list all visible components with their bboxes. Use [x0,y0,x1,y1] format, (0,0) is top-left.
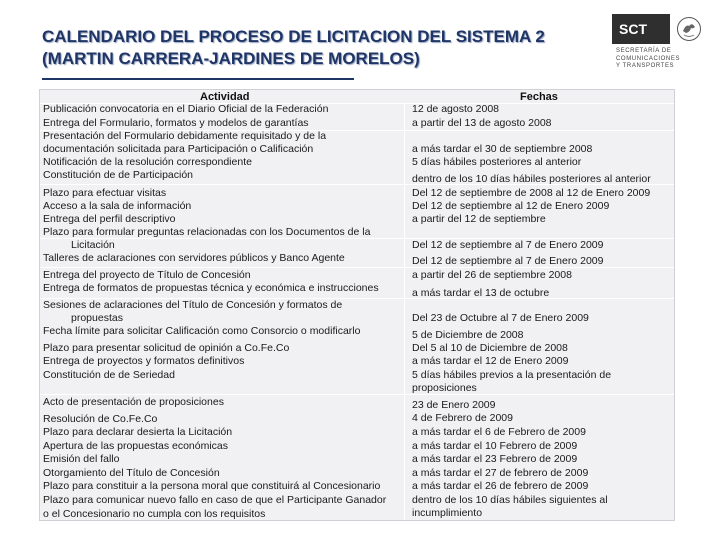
fecha-item: Del 12 de septiembre al 7 de Enero 2009 [412,239,604,251]
actividad-item: Notificación de la resolución correspondiente [43,156,252,168]
header-actividad: Actividad [200,91,250,103]
actividad-item: Plazo para efectuar visitas [43,187,167,199]
fecha-item: proposiciones [412,382,477,394]
fecha-item: a más tardar el 6 de Febrero de 2009 [412,426,586,438]
fecha-item: Del 23 de Octubre al 7 de Enero 2009 [412,312,589,324]
actividad-item: Plazo para constituir a la persona moral que constituirá al Concesionario [43,480,381,492]
fecha-item: a más tardar el 10 Febrero de 2009 [412,440,578,452]
sct-logo-box: SCT [612,14,670,44]
actividad-item: Acto de presentación de proposiciones [43,396,224,408]
actividad-item: Presentación del Formulario debidamente requisitado y de la [43,130,327,142]
mexican-eagle-seal-icon [676,16,702,42]
actividad-item: Sesiones de aclaraciones del Título de Concesión y formatos de [43,299,343,311]
actividad-item: Otorgamiento del Título de Concesión [43,467,220,479]
actividad-item: propuestas [71,312,123,324]
title-line-1: CALENDARIO DEL PROCESO DE LICITACION DEL SISTEMA 2 [42,27,545,46]
actividad-item: documentación solicitada para Participación o Calificación [43,143,314,155]
header-fechas: Fechas [520,91,558,103]
fecha-item: 5 de Diciembre de 2008 [412,329,524,341]
row-divider [40,394,674,395]
actividad-item: Emisión del fallo [43,453,120,465]
fecha-item: 23 de Enero 2009 [412,399,496,411]
actividad-item: Plazo para comunicar nuevo fallo en caso de que el Participante Ganador [43,494,387,506]
actividad-item: Acceso a la sala de información [43,200,192,212]
fecha-item: Del 12 de septiembre al 12 de Enero 2009 [412,200,610,212]
fecha-item: a más tardar el 12 de Enero 2009 [412,355,569,367]
actividad-item: Publicación convocatoria en el Diario Oficial de la Federación [43,103,329,115]
sct-logo [612,14,702,80]
sct-logo-text [616,48,702,71]
actividad-item: Constitución de de Seriedad [43,369,175,381]
fecha-item: a más tardar el 27 de febrero de 2009 [412,467,589,479]
fecha-item: a más tardar el 13 de octubre [412,287,550,299]
fecha-item: a partir del 12 de septiembre [412,213,546,225]
fecha-item: 4 de Febrero de 2009 [412,412,513,424]
title-underline [42,78,354,80]
fecha-item: Del 5 al 10 de Diciembre de 2008 [412,342,568,354]
fecha-item: 5 días hábiles posteriores al anterior [412,156,582,168]
actividad-item: Talleres de aclaraciones con servidores públicos y Banco Agente [43,252,345,264]
actividad-item: Entrega del Formulario, formatos y modelos de garantías [43,117,309,129]
actividad-item: Entrega del proyecto de Título de Concesión [43,269,251,281]
page-title [42,26,602,70]
fecha-item: dentro de los 10 días hábiles siguientes al [412,494,608,506]
fecha-item: incumplimiento [412,507,483,519]
fecha-item: 12 de agosto 2008 [412,103,499,115]
actividad-item: Licitación [71,239,115,251]
logo-name-line-1: SECRETARÍA DE [616,48,672,54]
fecha-item: Del 12 de septiembre de 2008 al 12 de Enero 2009 [412,187,651,199]
fecha-item: a más tardar el 23 Febrero de 2009 [412,453,578,465]
actividad-item: Entrega de proyectos y formatos definitivos [43,355,245,367]
actividad-item: Plazo para declarar desierta la Licitación [43,426,233,438]
actividad-item: Apertura de las propuestas económicas [43,440,229,452]
title-line-2: (MARTIN CARRERA-JARDINES DE MORELOS) [42,49,420,68]
actividad-item: Resolución de Co.Fe.Co [43,413,158,425]
fecha-item: 5 días hábiles previos a la presentación de [412,369,612,381]
fecha-item: a partir del 26 de septiembre 2008 [412,269,572,281]
actividad-item: Plazo para formular preguntas relacionadas con los Documentos de la [43,226,371,238]
fecha-item: dentro de los 10 días hábiles posteriores al anterior [412,173,651,185]
actividad-item: Constitución de de Participación [43,169,194,181]
actividad-item: Plazo para presentar solicitud de opinión a Co.Fe.Co [43,342,290,354]
actividad-item: Entrega de formatos de propuestas técnica y económica e instrucciones [43,282,379,294]
column-divider [404,103,405,520]
logo-name-line-3: Y TRANSPORTES [616,63,675,69]
fecha-item: a partir del 13 de agosto 2008 [412,117,552,129]
fecha-item: Del 12 de septiembre al 7 de Enero 2009 [412,255,604,267]
fecha-item: a más tardar el 30 de septiembre 2008 [412,143,593,155]
fecha-item: a más tardar el 26 de febrero de 2009 [412,480,589,492]
actividad-item: o el Concesionario no cumpla con los requisitos [43,508,266,520]
actividad-item: Entrega del perfil descriptivo [43,213,176,225]
actividad-item: Fecha límite para solicitar Calificación como Consorcio o modificarlo [43,325,361,337]
logo-name-line-2: COMUNICACIONES [616,55,681,62]
